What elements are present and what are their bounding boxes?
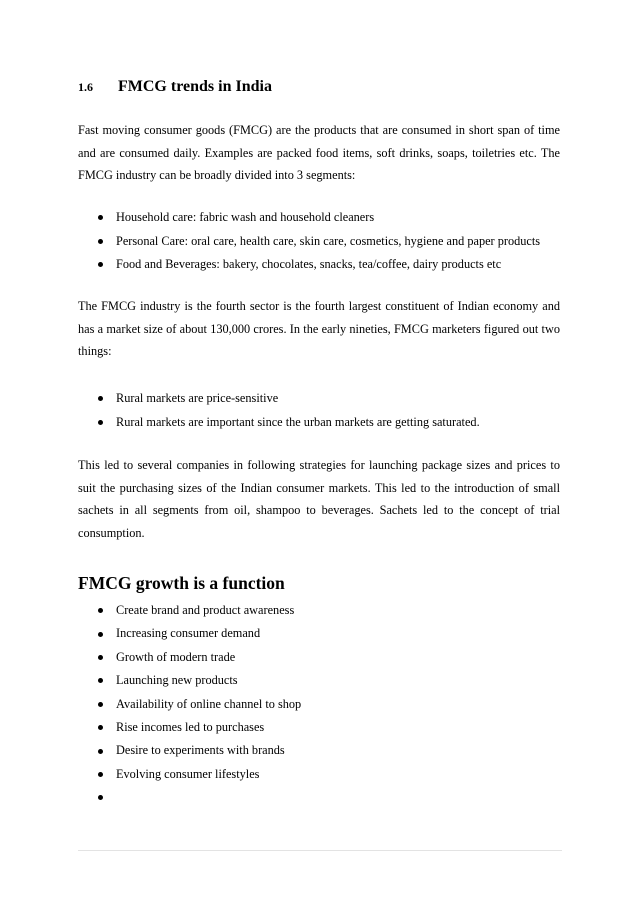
bullet-icon	[98, 678, 103, 683]
list-item	[96, 253, 540, 277]
list-item-text: Food and Beverages: bakery, chocolates, snacks, tea/coffee, dairy products etc	[116, 257, 502, 271]
list-item	[96, 599, 301, 622]
segments-list	[96, 206, 540, 277]
list-item-text: Household care: fabric wash and household cleaners	[116, 210, 375, 224]
list-item-text: Increasing consumer demand	[116, 626, 261, 641]
list-item	[96, 693, 301, 716]
bullet-icon	[98, 725, 103, 730]
growth-list	[96, 599, 301, 810]
bullet-icon	[98, 655, 103, 660]
bullet-icon	[98, 608, 103, 613]
list-item-text: Create brand and product awareness	[116, 603, 295, 617]
list-item-text: Availability of online channel to shop	[116, 696, 302, 711]
bullet-icon	[98, 420, 103, 425]
bullet-icon	[98, 396, 103, 401]
bullet-icon	[98, 702, 103, 707]
intro-paragraph: Fast moving consumer goods (FMCG) are the products that are consumed in short span of time and are consumed daily. Examples are packed food items, soft drinks, soaps, toiletries etc. The FMCG industry can be broadly divided into 3 segments:	[78, 123, 560, 182]
list-item-text: Growth of modern trade	[116, 649, 236, 664]
list-item	[96, 230, 540, 254]
footer-divider	[78, 850, 562, 851]
list-item-text: Desire to experiments with brands	[116, 743, 285, 758]
findings-list	[96, 386, 480, 434]
list-item-text: Launching new products	[116, 673, 238, 688]
list-item	[96, 386, 480, 410]
list-item	[96, 669, 301, 692]
growth-heading: FMCG growth is a function	[78, 573, 285, 593]
bullet-icon	[98, 795, 103, 800]
list-item-text: Evolving consumer lifestyles	[116, 766, 260, 781]
list-item	[96, 716, 301, 739]
bullet-icon	[98, 749, 103, 754]
list-item	[96, 763, 301, 786]
list-item	[96, 206, 540, 230]
bullet-icon	[98, 772, 103, 777]
list-item-text: Rural markets are important since the urban markets are getting saturated.	[116, 415, 480, 429]
section-heading	[78, 78, 272, 96]
list-item	[96, 646, 301, 669]
list-item-text: Personal Care: oral care, health care, skin care, cosmetics, hygiene and paper products	[116, 233, 541, 248]
section-number: 1.6	[78, 80, 93, 94]
list-item	[96, 739, 301, 762]
bullet-icon	[98, 239, 103, 244]
section-title: FMCG trends in India	[118, 78, 272, 95]
list-item	[96, 622, 301, 645]
list-item-text: Rural markets are price-sensitive	[116, 391, 279, 405]
bullet-icon	[98, 262, 103, 267]
list-item	[96, 786, 301, 809]
bullet-icon	[98, 215, 103, 220]
list-item	[96, 410, 480, 434]
strategy-paragraph: This led to several companies in following strategies for launching package sizes and prices to suit the purchasing sizes of the Indian consumer markets. This led to the introduction of small sachets in all segments from oil, shampoo to beverages. Sachets led to the concept of trial consumption.	[78, 458, 560, 540]
list-item-text: Rise incomes led to purchases	[116, 719, 265, 734]
bullet-icon	[98, 632, 103, 637]
industry-paragraph: The FMCG industry is the fourth sector is the fourth largest constituent of Indian economy and has a market size of about 130,000 crores. In the early nineties, FMCG marketers figured out two things:	[78, 299, 560, 358]
